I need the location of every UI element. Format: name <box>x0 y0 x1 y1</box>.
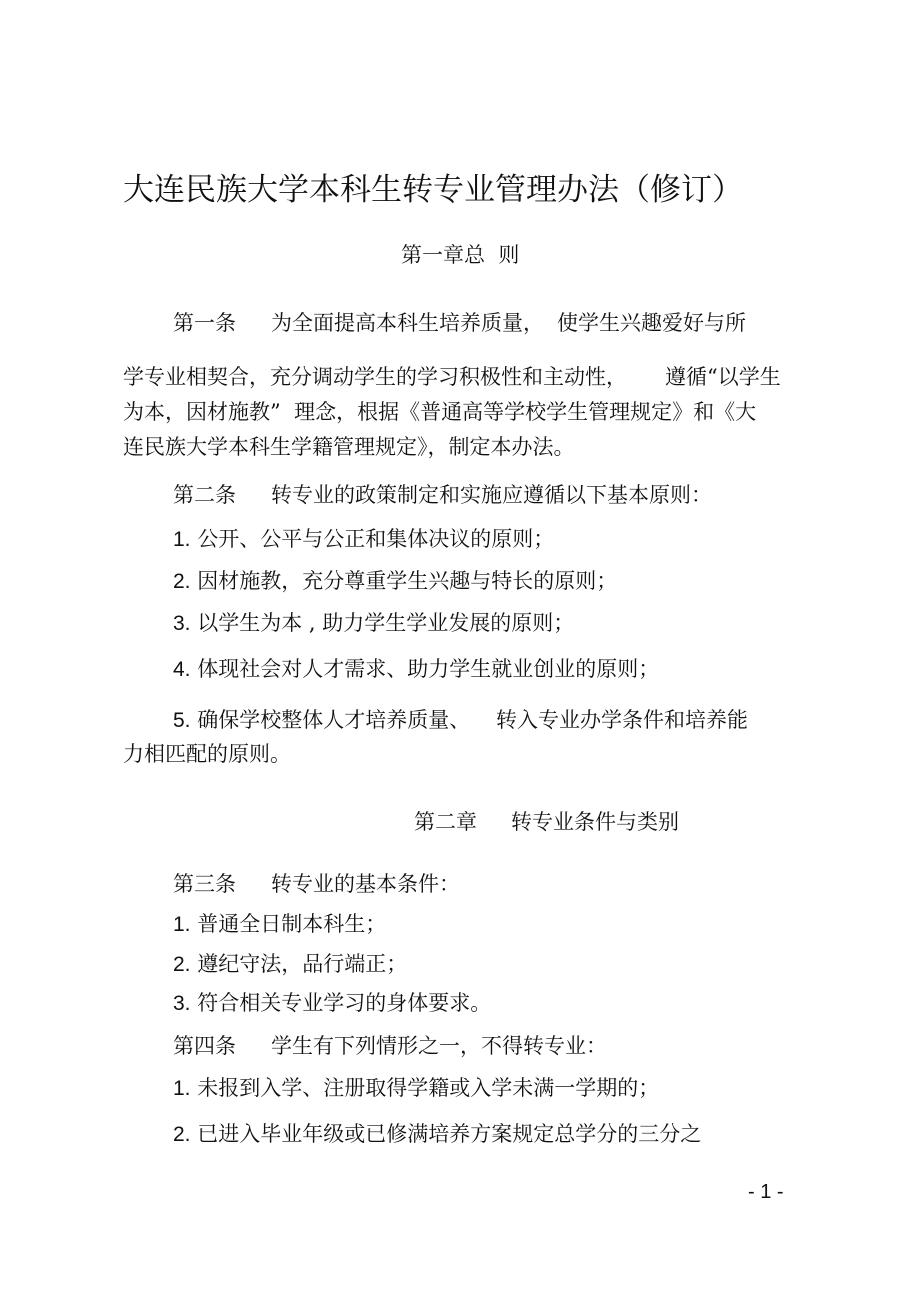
article-2-item-5-text-b: 转入专业办学条件和培养能 <box>496 708 748 732</box>
item-text: 公开、公平与公正和集体决议的原则； <box>197 527 555 551</box>
chapter-1-heading <box>401 241 519 269</box>
item-text: 以学生为本 , 助力学生学业发展的原则； <box>197 611 575 635</box>
document-title: 大连民族大学本科生转专业管理办法（修订） <box>123 172 743 208</box>
item-text: 体现社会对人才需求、助力学生就业创业的原则； <box>197 657 660 681</box>
item-text: 未报到入学、注册取得学籍或入学未满一学期的； <box>197 1076 660 1100</box>
page-number: - 1 - <box>748 1181 784 1203</box>
article-4-item-2 <box>173 1120 701 1149</box>
article-2-item-3 <box>173 609 574 638</box>
article-4-item-1 <box>173 1074 659 1103</box>
article-4-text: 学生有下列情形之一，不得转专业： <box>271 1034 607 1058</box>
article-2-item-4 <box>173 655 659 684</box>
article-1-label: 第一条 <box>173 311 236 335</box>
article-2-label: 第二条 <box>173 483 236 507</box>
item-text: 符合相关专业学习的身体要求。 <box>197 991 492 1015</box>
item-text: 遵纪守法，品行端正； <box>197 952 408 976</box>
article-3-item-3 <box>173 989 491 1018</box>
article-1-text-1a: 为全面提高本科生培养质量， <box>271 311 544 335</box>
article-1-text-3: 为本，因材施教” 理念，根据《普通高等学校学生管理规定》和《大 <box>123 400 757 424</box>
article-1-text-1b: 使学生兴趣爱好与所 <box>557 311 746 335</box>
article-1-text-4: 连民族大学本科生学籍管理规定》，制定本办法。 <box>123 435 575 459</box>
item-text: 因材施教，充分尊重学生兴趣与特长的原则； <box>197 569 618 593</box>
article-2-item-5 <box>173 706 470 735</box>
chapter-1-label: 第一章 <box>401 243 464 267</box>
item-number: 1. <box>173 528 191 551</box>
article-3-label: 第三条 <box>173 872 236 896</box>
article-2-item-1 <box>173 525 554 554</box>
item-number: 2. <box>173 1123 191 1146</box>
item-number: 2. <box>173 953 191 976</box>
item-number: 2. <box>173 570 191 593</box>
item-text: 已进入毕业年级或已修满培养方案规定总学分的三分之 <box>197 1122 702 1146</box>
item-number: 3. <box>173 612 191 635</box>
item-number: 5. <box>173 709 191 732</box>
article-3-item-1 <box>173 910 386 939</box>
item-text: 确保学校整体人才培养质量、 <box>197 708 471 732</box>
item-number: 4. <box>173 658 191 681</box>
chapter-2-title: 转专业条件与类别 <box>511 810 679 834</box>
item-number: 1. <box>173 1077 191 1100</box>
article-4-label: 第四条 <box>173 1034 236 1058</box>
item-number: 3. <box>173 992 191 1015</box>
article-2-text: 转专业的政策制定和实施应遵循以下基本原则： <box>271 483 712 507</box>
article-1-text-2a: 学专业相契合，充分调动学生的学习积极性和主动性， <box>123 365 627 389</box>
chapter-1-title: 总 则 <box>464 243 520 267</box>
article-3-text: 转专业的基本条件： <box>271 872 460 896</box>
article-2-item-5-continuation: 力相匹配的原则。 <box>123 742 291 766</box>
item-text: 普通全日制本科生； <box>197 912 387 936</box>
item-number: 1. <box>173 913 191 936</box>
article-3-item-2 <box>173 950 407 979</box>
article-2-item-2 <box>173 567 617 596</box>
chapter-2-label: 第二章 <box>414 810 477 834</box>
article-1-text-2b: 遵循“以学生 <box>665 365 781 389</box>
